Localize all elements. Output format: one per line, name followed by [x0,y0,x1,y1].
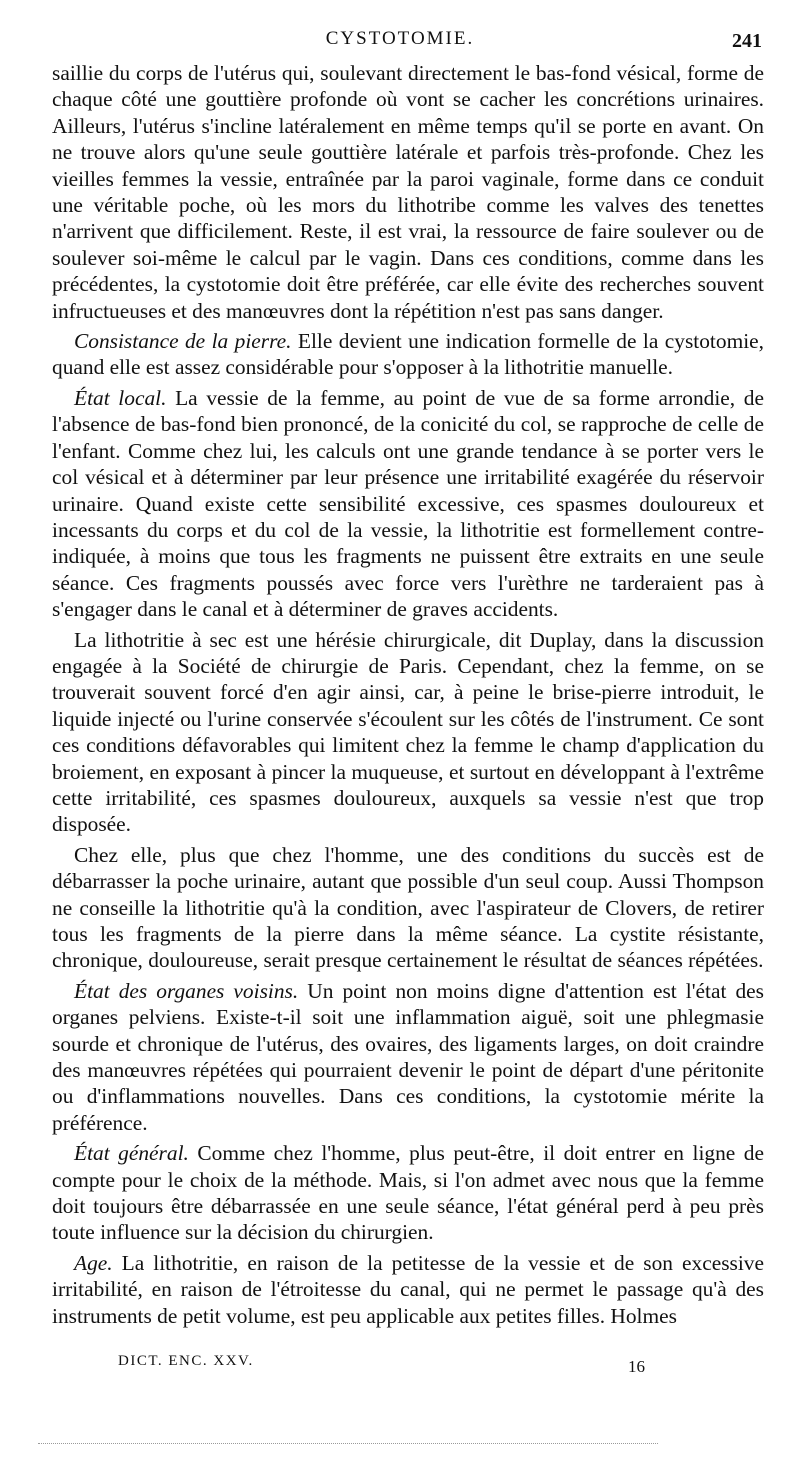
paragraph-lead: État local. [74,385,167,410]
paragraph-1 [52,60,764,324]
paragraph-etat-local [52,385,764,623]
paragraph-lead: État général. [74,1141,189,1166]
paragraph-lead: Consistance de la pierre. [74,329,292,354]
paragraph-text: Chez elle, plus que chez l'homme, une des conditions du succès est de débarrasser la poche urinaire, autant que possible d'un seul coup. Aussi Thompson ne conseille la lithotritie qu'à la condition, avec l'aspirateur de Clovers, de retirer tous les fragments de la pierre dans la même séance. La cystite résistante, chronique, douloureuse, serait presque certainement le résultat de séances répétées. [52,842,764,973]
signature-mark: DICT. ENC. XXV. [118,1353,254,1369]
page-header [0,28,800,58]
paragraph-organes-voisins [52,978,764,1136]
paragraph-text: La vessie de la femme, au point de vue de sa forme arrondie, de l'absence de bas-fond bien prononcé, de la conicité du col, se rapproche de celle de l'enfant. Comme chez lui, les calculs ont une grande tendance à se porter vers le col vésical et à déterminer par leur présence une irritabilité exagérée du réservoir urinaire. Quand existe cette sensibilité excessive, ces spasmes douloureux et incessants du corps et du col de la vessie, la lithotritie est formellement contre-indiquée, à moins que tous les fragments ne puissent être extraits en une seule séance. Ces fragments poussés avec force vers l'urèthre ne tarderaient pas à s'engager dans le canal et à déterminer de graves accidents. [52,385,764,622]
paragraph-consistance [52,328,764,381]
page-number: 241 [732,30,762,52]
paragraph-text: saillie du corps de l'utérus qui, soulevant directement le bas-fond vésical, forme de chaque côté une gouttière profonde où vont se cacher les concrétions urinaires. Ailleurs, l'utérus s'incline latéralement en même temps qu'il se porte en avant. On ne trouve alors qu'une seule gouttière latérale et parfois très-profonde. Chez les vieilles femmes la vessie, entraînée par la paroi vaginale, forme dans ce conduit une véritable poche, où les mors du lithotribe comme les valves des tenettes n'arrivent que difficilement. Reste, il est vrai, la ressource de faire soulever ou de soulever soi-même le calcul par le vagin. Dans ces conditions, comme dans les précédentes, la cystotomie doit être préférée, car elle évite des recherches souvent infructueuses et des manœuvres dont la répétition n'est pas sans danger. [52,61,764,323]
paragraph-text: Un point non moins digne d'attention est l'état des organes pelviens. Existe-t-il soit une inflammation aiguë, soit une phlegmasie sourde et chronique de l'utérus, des ovaires, des ligaments larges, on doit craindre des manœuvres répétées qui pourraient devenir le point de départ d'une péritonite ou d'inflammations nouvelles. Dans ces conditions, la cystotomie mérite la préférence. [52,978,764,1135]
paragraph-lead: État des organes voisins. [74,978,299,1003]
paragraph-text: Elle devient une indication formelle de la cystotomie, quand elle est assez considérable pour s'opposer à la lithotritie manuelle. [52,329,764,380]
paragraph-chez-elle [52,842,764,974]
paragraph-text: La lithotritie à sec est une hérésie chirurgicale, dit Duplay, dans la discussion engagée à la Société de chirurgie de Paris. Cependant, chez la femme, on se trouverait souvent forcé d'en agir ainsi, car, à peine le brise-pierre introduit, le liquide injecté ou l'urine conservée s'écoulent sur les côtés de l'instrument. Ce sont ces conditions défavorables qui limitent chez la femme le champ d'application du broiement, en exposant à pincer la muqueuse, et surtout en développant à l'extrême cette irritabilité, ces spasmes douloureux, auxquels sa vessie n'est que trop disposée. [52,627,764,837]
paragraph-text: Comme chez l'homme, plus peut-être, il doit entrer en ligne de compte pour le choix de la méthode. Mais, si l'on admet avec nous que la femme doit toujours être débarrassée en une seule séance, l'état général perd à peu près toute influence sur la décision du chirurgien. [52,1141,764,1245]
paragraph-text: La lithotritie, en raison de la petitesse de la vessie et de son excessive irritabilité, en raison de l'étroitesse du canal, qui ne permet le passage qu'à des instruments de petit volume, est peu applicable aux petites filles. Holmes [52,1250,764,1328]
signature-number: 16 [628,1357,645,1376]
paragraph-lead: Age. [74,1250,113,1275]
paragraph-etat-general [52,1140,764,1246]
bottom-dotted-rule [38,1443,658,1444]
body-text [52,60,764,1329]
paragraph-age [52,1250,764,1329]
running-title: CYSTOTOMIE. [325,28,475,49]
page-footer [0,1353,800,1383]
paragraph-lithotritie-a-sec [52,627,764,838]
